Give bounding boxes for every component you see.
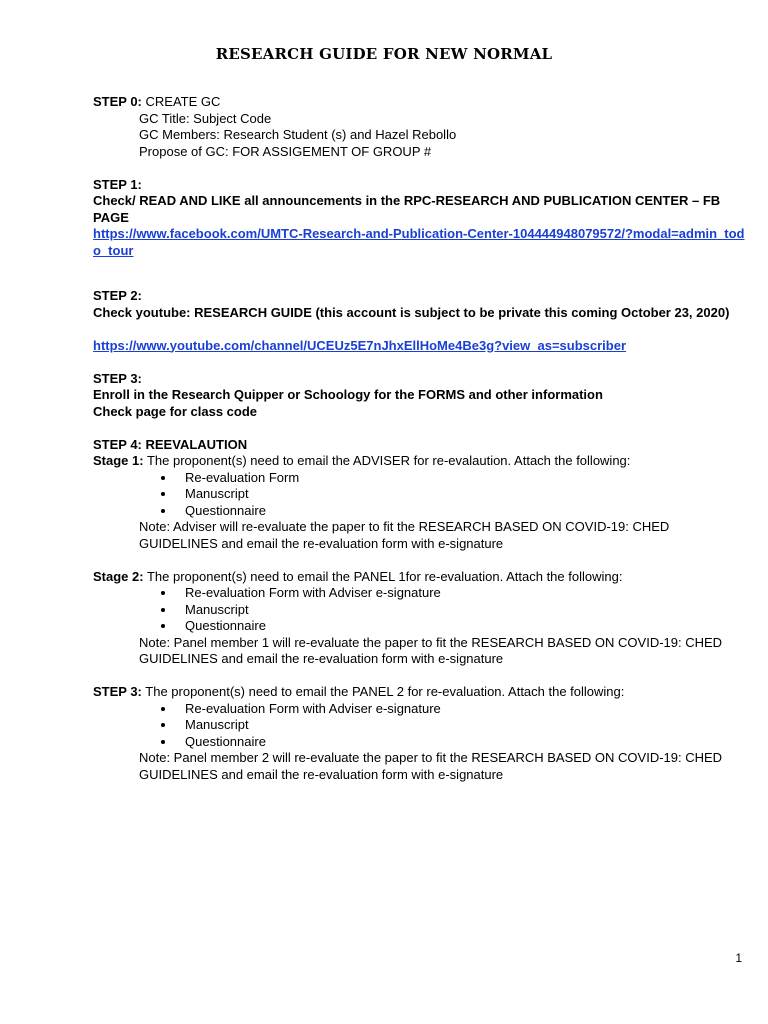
- step-3-section: [93, 371, 745, 421]
- step-4-label: STEP 4: REEVALAUTION: [93, 436, 248, 452]
- step-0-section: [93, 94, 745, 160]
- list-item: Questionnaire: [160, 734, 745, 751]
- step-1-label: STEP 1:: [93, 176, 142, 192]
- stage-2-attachments: [93, 585, 745, 635]
- stage-3-block: [93, 684, 745, 783]
- step-2-text: Check youtube: RESEARCH GUIDE (this account is subject to be private this coming October 23, 2020): [93, 304, 730, 320]
- list-item: Manuscript: [160, 486, 745, 503]
- stage-1-block: [93, 453, 745, 552]
- list-item: Questionnaire: [160, 503, 745, 520]
- stage-2-label: Stage 2:: [93, 568, 144, 584]
- step-2-label: STEP 2:: [93, 288, 142, 303]
- list-item: Manuscript: [160, 602, 745, 619]
- stage-1-attachments: [93, 470, 745, 520]
- step-1-section: [93, 177, 745, 260]
- facebook-page-link[interactable]: https://www.facebook.com/UMTC-Research-and-Publication-Center-104444948079572/?modal=admin_todo_tour: [93, 226, 745, 258]
- stage-1-text: The proponent(s) need to email the ADVISER for re-evalaution. Attach the following:: [143, 453, 631, 468]
- list-item: Re-evaluation Form with Adviser e-signature: [160, 701, 745, 718]
- stage-2-text: The proponent(s) need to email the PANEL 1for re-evaluation. Attach the following:: [143, 568, 623, 584]
- page-number: 1: [735, 951, 742, 965]
- gc-members-line: GC Members: Research Student (s) and Hazel Rebollo: [139, 127, 457, 142]
- stage-2-note: Note: Panel member 1 will re-evaluate the paper to fit the RESEARCH BASED ON COVID-19: CHED GUIDELINES and email the re-evaluation form with e-signature: [139, 634, 723, 666]
- step-1-text: Check/ READ AND LIKE all announcements in the RPC-RESEARCH AND PUBLICATION CENTER – FB PAGE: [93, 193, 721, 225]
- document-body: [93, 94, 745, 783]
- step-2-section: [93, 288, 745, 354]
- document-title: RESEARCH GUIDE FOR NEW NORMAL: [215, 45, 553, 63]
- step-0-text: CREATE GC: [141, 94, 221, 109]
- gc-title-line: GC Title: Subject Code: [139, 110, 272, 126]
- list-item: Manuscript: [160, 717, 745, 734]
- step-3-label: STEP 3:: [93, 370, 142, 386]
- step-4-section: [93, 437, 745, 784]
- youtube-channel-link[interactable]: https://www.youtube.com/channel/UCEUz5E7nJhxEllHoMe4Be3g?view_as=subscriber: [93, 337, 627, 353]
- gc-purpose-line: Propose of GC: FOR ASSIGEMENT OF GROUP #: [139, 143, 432, 159]
- list-item: Re-evaluation Form with Adviser e-signature: [160, 585, 745, 602]
- stage-2-block: [93, 569, 745, 668]
- stage-3-text: The proponent(s) need to email the PANEL 2 for re-evaluation. Attach the following:: [141, 684, 625, 699]
- stage-3-note: Note: Panel member 2 will re-evaluate the paper to fit the RESEARCH BASED ON COVID-19: CHED GUIDELINES and email the re-evaluation form with e-signature: [139, 750, 723, 782]
- step-3-enroll-text: Enroll in the Research Quipper or Schoology for the FORMS and other information: [93, 387, 603, 402]
- stage-1-note: Note: Adviser will re-evaluate the paper to fit the RESEARCH BASED ON COVID-19: CHED GUIDELINES and email the re-evaluation form with e-signature: [139, 519, 670, 551]
- list-item: Questionnaire: [160, 618, 745, 635]
- stage-3-label: STEP 3:: [93, 684, 142, 699]
- stage-3-attachments: [93, 701, 745, 751]
- list-item: Re-evaluation Form: [160, 470, 745, 487]
- stage-1-label: Stage 1:: [93, 453, 144, 468]
- step-3-class-code-text: Check page for class code: [93, 403, 258, 419]
- step-0-label: STEP 0:: [93, 94, 142, 109]
